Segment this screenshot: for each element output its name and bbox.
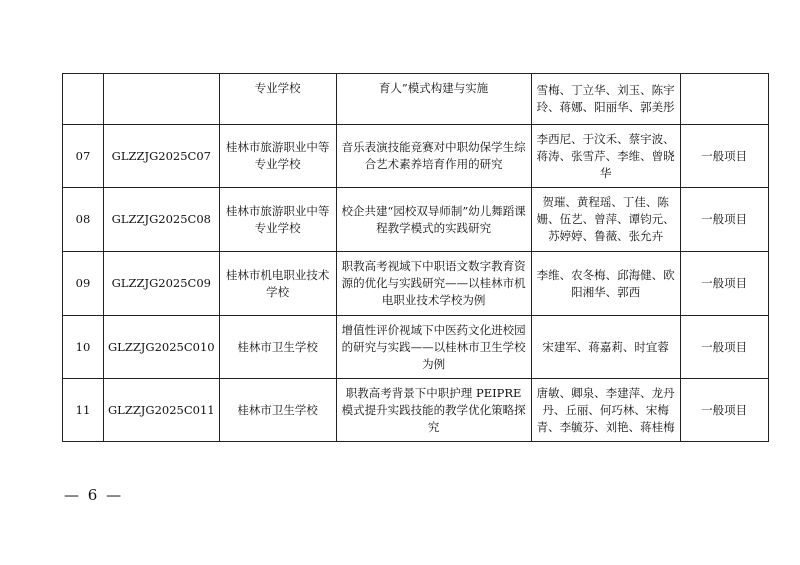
project-members bbox=[531, 252, 680, 316]
project-code: GLZZJG2025C010 bbox=[104, 316, 220, 379]
project-members-text: 李维、农冬梅、邱海健、欧阳湘华、郭西 bbox=[536, 267, 675, 299]
project-type: 一般项目 bbox=[680, 252, 768, 316]
project-code: GLZZJG2025C011 bbox=[104, 379, 220, 442]
row-number: 07 bbox=[63, 125, 104, 188]
project-members-text: 雪梅、丁立华、刘玉、陈宇玲、蒋娜、阳丽华、郭美彤 bbox=[536, 83, 675, 114]
project-title-text: 职教高考视域下中职语文数字教育资源的优化与实践研究——以桂林市机电职业技术学校为例 bbox=[341, 259, 526, 307]
page-number: — 6 — bbox=[64, 486, 124, 504]
project-code: GLZZJG2025C08 bbox=[104, 188, 220, 252]
row-number: 09 bbox=[63, 252, 104, 316]
project-type: 一般项目 bbox=[680, 379, 768, 442]
project-members bbox=[531, 316, 680, 379]
project-title bbox=[336, 379, 531, 442]
project-members bbox=[531, 188, 680, 252]
row-number: 08 bbox=[63, 188, 104, 252]
project-title bbox=[336, 74, 531, 125]
project-members-text: 李西尼、于汶禾、蔡宇波、蒋涛、张雪芹、李维、曾晓华 bbox=[536, 131, 675, 180]
project-code bbox=[104, 74, 220, 125]
project-type bbox=[680, 74, 768, 125]
table-row bbox=[63, 379, 769, 442]
school-name: 桂林市旅游职业中等专业学校 bbox=[219, 188, 336, 252]
school-name: 桂林市旅游职业中等专业学校 bbox=[219, 125, 336, 188]
project-members bbox=[531, 379, 680, 442]
project-type: 一般项目 bbox=[680, 316, 768, 379]
project-code: GLZZJG2025C07 bbox=[104, 125, 220, 188]
school-name bbox=[219, 74, 336, 125]
table-row bbox=[63, 188, 769, 252]
row-number: 11 bbox=[63, 379, 104, 442]
project-title-text: 职教高考背景下中职护理 PEIPRE 模式提升实践技能的教学优化策略探究 bbox=[341, 385, 526, 434]
table-row bbox=[63, 74, 769, 125]
project-type: 一般项目 bbox=[680, 125, 768, 188]
row-number bbox=[63, 74, 104, 125]
school-name-text: 专业学校 bbox=[254, 81, 301, 95]
project-title-text: 音乐表演技能竞赛对中职幼保学生综合艺术素养培育作用的研究 bbox=[341, 140, 526, 171]
table-row bbox=[63, 125, 769, 188]
project-type: 一般项目 bbox=[680, 188, 768, 252]
project-table bbox=[62, 73, 769, 442]
school-name: 桂林市卫生学校 bbox=[219, 316, 336, 379]
project-members-text: 贺璀、黄程瑶、丁佳、陈姗、伍艺、曾萍、谭钧元、苏婷婷、鲁薇、张允卉 bbox=[536, 195, 675, 243]
school-name: 桂林市机电职业技术学校 bbox=[219, 252, 336, 316]
project-title-text: 育人”模式构建与实施 bbox=[378, 81, 489, 95]
project-members bbox=[531, 125, 680, 188]
project-title bbox=[336, 316, 531, 379]
project-title bbox=[336, 188, 531, 252]
project-members-text: 唐敏、卿泉、李建萍、龙丹丹、丘丽、何巧林、宋梅青、李毓芬、刘艳、蒋桂梅 bbox=[536, 385, 675, 434]
project-members-text: 宋建军、蒋嘉莉、时宜蓉 bbox=[542, 339, 669, 354]
row-number: 10 bbox=[63, 316, 104, 379]
project-title bbox=[336, 125, 531, 188]
project-code: GLZZJG2025C09 bbox=[104, 252, 220, 316]
project-title-text: 增值性评价视域下中医药文化进校园的研究与实践——以桂林市卫生学校为例 bbox=[341, 322, 526, 371]
table-row bbox=[63, 252, 769, 316]
project-title bbox=[336, 252, 531, 316]
school-name: 桂林市卫生学校 bbox=[219, 379, 336, 442]
project-title-text: 校企共建“园校双导师制”幼儿舞蹈课程教学模式的实践研究 bbox=[341, 203, 526, 235]
project-members bbox=[531, 74, 680, 125]
table-row bbox=[63, 316, 769, 379]
